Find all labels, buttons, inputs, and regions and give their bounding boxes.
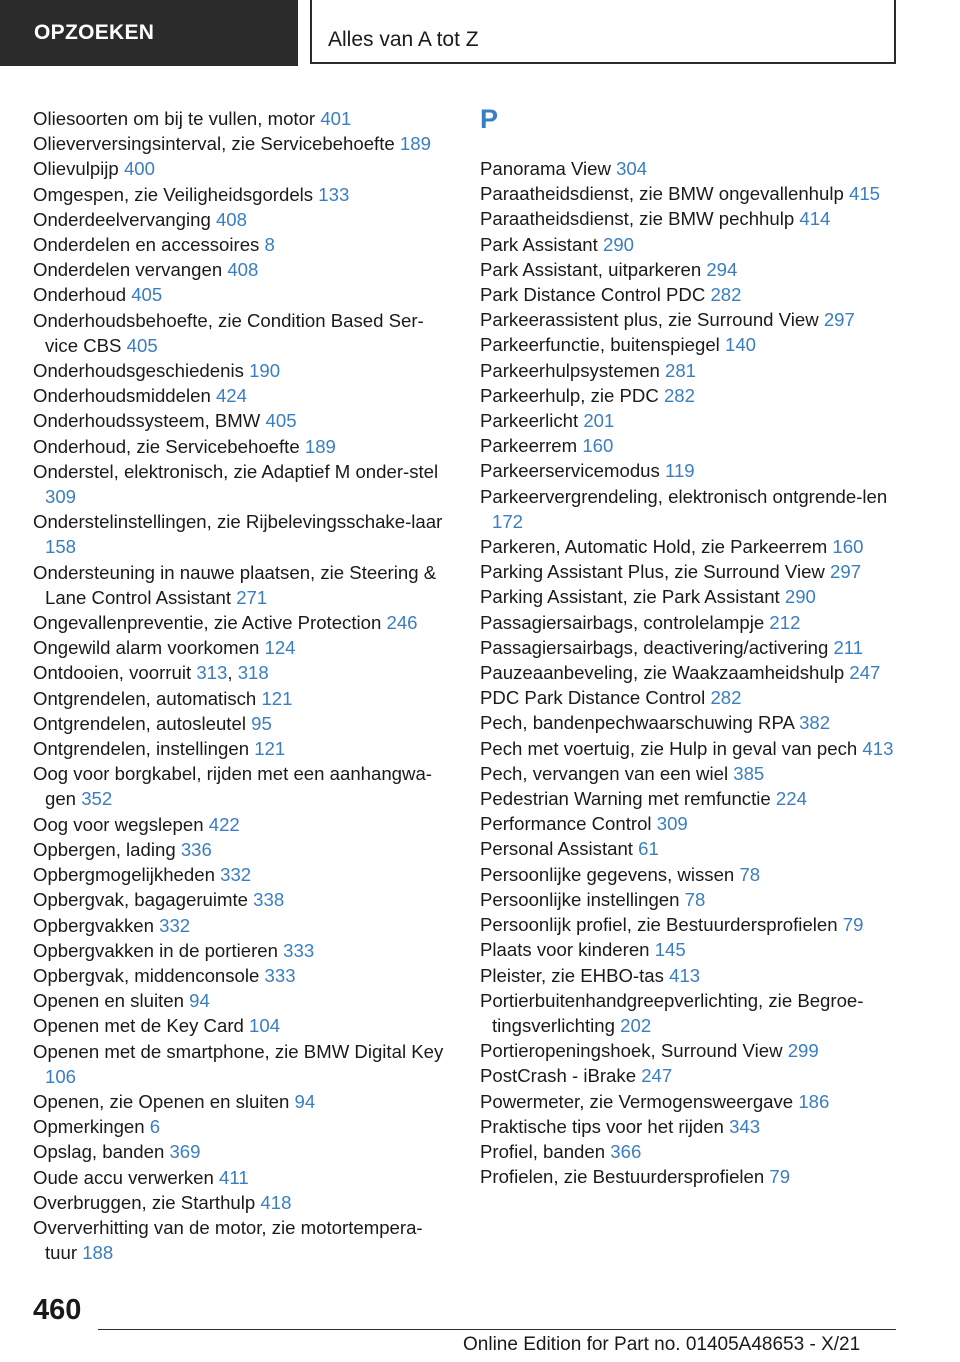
page-reference-link[interactable]: 282: [710, 687, 742, 709]
index-entry: [480, 232, 900, 257]
index-entry-term: Openen met de smartphone, zie BMW Digital Key: [33, 1040, 444, 1062]
index-entry: [480, 862, 900, 887]
page-reference-link[interactable]: 411: [219, 1166, 249, 1188]
page-reference-link[interactable]: 299: [787, 1040, 819, 1062]
index-entry: [33, 837, 453, 862]
page-reference-link[interactable]: 414: [799, 208, 831, 230]
index-entry-term: Park Assistant: [480, 233, 598, 255]
page-reference-link[interactable]: 352: [81, 788, 113, 810]
index-entry-term: Onderhoudsgeschiedenis: [33, 360, 244, 382]
index-entry: [33, 1215, 453, 1265]
page-reference-link[interactable]: 201: [583, 410, 615, 432]
index-entry: [33, 383, 453, 408]
index-entry: [33, 182, 453, 207]
index-entry: [480, 408, 900, 433]
index-entry: [480, 660, 900, 685]
page-reference-link[interactable]: 309: [45, 486, 77, 508]
index-entry-term: Onderdelen vervangen: [33, 259, 223, 281]
page-reference-link[interactable]: 408: [227, 259, 259, 281]
page-reference-link[interactable]: 290: [602, 233, 635, 255]
page-reference-link[interactable]: 188: [82, 1242, 114, 1264]
index-entry: [33, 1165, 453, 1190]
index-entry-term: Parkeerassistent plus, zie Surround View: [480, 309, 819, 331]
page-reference-link[interactable]: 400: [123, 158, 155, 180]
page-reference-link[interactable]: 106: [45, 1065, 77, 1087]
index-entry: [480, 156, 900, 181]
index-entry-term: Praktische tips voor het rijden: [480, 1115, 724, 1137]
index-letter-heading: P: [480, 104, 499, 134]
index-entry-term: Passagiersairbags, controlelampje: [480, 611, 765, 633]
page-reference-link[interactable]: 366: [610, 1140, 642, 1162]
index-entry-term: Opbergmogelijkheden: [33, 864, 215, 886]
page-reference-link[interactable]: 385: [733, 762, 765, 784]
page-reference-link[interactable]: 418: [260, 1191, 292, 1213]
page-reference-link[interactable]: 172: [492, 510, 524, 532]
page-reference-link[interactable]: 422: [208, 813, 240, 835]
page-reference-link[interactable]: 382: [799, 712, 831, 734]
index-entry: [480, 887, 900, 912]
index-entry: [480, 332, 900, 357]
page-reference-link[interactable]: 224: [775, 788, 807, 810]
index-entry: [480, 786, 900, 811]
page-reference-link[interactable]: 413: [669, 964, 701, 986]
page-reference-link[interactable]: 297: [830, 561, 862, 583]
index-entry: [33, 1039, 453, 1089]
page-reference-link[interactable]: 369: [169, 1141, 201, 1163]
index-entry: Ontdooien, voorruit 313, 318: [33, 662, 269, 684]
page-reference-link[interactable]: 8: [264, 234, 275, 256]
index-entry: [33, 308, 453, 358]
index-entry-term: Parkeerlicht: [480, 410, 579, 432]
page-header: [0, 0, 960, 66]
index-entry-term: Parkeerhulp, zie PDC: [480, 384, 659, 406]
index-entry: [33, 812, 453, 837]
page-reference-link[interactable]: 271: [236, 586, 268, 608]
page-reference-link[interactable]: 133: [318, 183, 350, 205]
page-reference-link[interactable]: 78: [739, 863, 761, 885]
index-entry-term: Passagiersairbags, deactivering/activering: [480, 636, 829, 658]
page-reference-link[interactable]: 202: [620, 1014, 652, 1036]
index-entry-term: Opmerkingen: [33, 1116, 145, 1138]
index-entry: [480, 358, 900, 383]
page-reference-link[interactable]: 333: [264, 964, 296, 986]
index-entry: [480, 1038, 900, 1063]
index-entry: [480, 1139, 900, 1164]
index-entry: [33, 131, 453, 156]
index-entry-term: Ontgrendelen, autosleutel: [33, 712, 246, 734]
page-reference-link[interactable]: 247: [849, 662, 881, 684]
index-entry-term: Overbruggen, zie Starthulp: [33, 1191, 256, 1213]
page-reference-link[interactable]: 95: [251, 712, 272, 734]
page-reference-link[interactable]: 413: [862, 737, 894, 759]
index-entry: [480, 257, 900, 282]
index-entry-term: Oude accu verwerken: [33, 1166, 214, 1188]
page-reference-link[interactable]: 343: [729, 1115, 761, 1137]
index-entry-term: Opbergvakken in de portieren: [33, 939, 278, 961]
page-reference-link[interactable]: 79: [842, 914, 864, 936]
page-reference-link[interactable]: 119: [664, 460, 695, 482]
index-entry: [480, 963, 900, 988]
index-entry-term: Olievulpijp: [33, 158, 119, 180]
index-entry-term: Pedestrian Warning met remfunctie: [480, 788, 771, 810]
index-entry-term: PostCrash - iBrake: [480, 1065, 637, 1087]
index-entry-term: Parking Assistant, zie Park Assistant: [480, 586, 780, 608]
index-entry: [33, 1139, 453, 1164]
index-entry-term: Oliesoorten om bij te vullen, motor: [33, 108, 316, 129]
index-column-right: [480, 106, 900, 1189]
index-entry: [480, 937, 900, 962]
index-entry: [480, 761, 900, 786]
index-entry: [33, 1114, 453, 1139]
index-entry-term: Pauzeaanbeveling, zie Waakzaamheidshulp: [480, 662, 845, 684]
index-entry-term: Parkeerfunctie, buitenspiegel: [480, 334, 720, 356]
index-entry-term: Portieropeningshoek, Surround View: [480, 1040, 783, 1062]
page-reference-link[interactable]: 212: [769, 611, 801, 633]
page-reference-link[interactable]: 158: [45, 536, 77, 558]
index-entry-term: Ondersteuning in nauwe plaatsen, zie Steering & Lane Control Assistant: [33, 561, 437, 608]
index-entry: [33, 509, 453, 559]
index-entry: [33, 610, 453, 635]
index-entry: [33, 560, 453, 610]
index-entry-term: Persoonlijke gegevens, wissen: [480, 863, 735, 885]
index-entry: [480, 484, 900, 534]
index-entry: [33, 913, 453, 938]
index-entry-term: Opslag, banden: [33, 1141, 165, 1163]
footer-edition: Online Edition for Part no. 01405A48653 - X/21: [463, 1334, 861, 1355]
index-entry-term: Ontgrendelen, instellingen: [33, 738, 250, 760]
index-entry-term: Onderdelen en accessoires: [33, 234, 260, 256]
page-reference-link[interactable]: 189: [304, 435, 336, 457]
page-reference-link[interactable]: 160: [582, 435, 614, 457]
index-entry: [33, 282, 453, 307]
index-entry: [33, 686, 453, 711]
page-reference-link[interactable]: 318: [237, 662, 269, 684]
page-reference-link[interactable]: 309: [656, 813, 688, 835]
index-entry-term: Pech, bandenpechwaarschuwing RPA: [480, 712, 794, 734]
index-entry-term: Park Assistant, uitparkeren: [480, 258, 702, 280]
index-entry: [33, 459, 453, 509]
index-entry-term: Panorama View: [480, 158, 611, 179]
index-entry-term: Onderhoudsmiddelen: [33, 385, 211, 407]
index-entry: [480, 206, 900, 231]
page-reference-link[interactable]: 333: [283, 939, 315, 961]
index-entry: [33, 1013, 453, 1038]
page-reference-link[interactable]: 145: [654, 939, 686, 961]
page-reference-link[interactable]: 247: [641, 1065, 673, 1087]
footer-divider: [98, 1329, 896, 1330]
index-entry-term: Opbergvakken: [33, 914, 154, 936]
index-entry-term: Openen en sluiten: [33, 990, 184, 1012]
index-entry: [480, 383, 900, 408]
index-entry-term: Onderhoudssysteem, BMW: [33, 410, 261, 432]
index-entry: [33, 988, 453, 1013]
page-reference-link[interactable]: 401: [320, 108, 352, 129]
page-reference-link[interactable]: 297: [823, 309, 855, 331]
index-entry-term: Portierbuitenhandgreepverlichting, zie Begroe‐tingsverlichting: [480, 989, 864, 1036]
index-entry-term: Onderhoud, zie Servicebehoefte: [33, 435, 300, 457]
page-reference-link[interactable]: 121: [254, 738, 286, 760]
index-entry-term: Ontgrendelen, automatisch: [33, 687, 257, 709]
index-entry-term: Pech met voertuig, zie Hulp in geval van pech: [480, 737, 858, 759]
page-reference-link[interactable]: 104: [249, 1015, 281, 1037]
index-entry-term: Openen, zie Openen en sluiten: [33, 1090, 290, 1112]
index-entry: [480, 559, 900, 584]
index-entry: [480, 635, 900, 660]
index-entry: [480, 685, 900, 710]
index-entry-term: Profiel, banden: [480, 1140, 606, 1162]
page-reference-link[interactable]: 282: [710, 284, 742, 306]
page-reference-link[interactable]: 140: [724, 334, 757, 356]
index-entry-term: Onderstel, elektronisch, zie Adaptief M onder‐stel: [33, 460, 439, 482]
page-reference-link[interactable]: 424: [215, 385, 247, 407]
index-entry: [480, 534, 900, 559]
index-entry: [480, 736, 900, 761]
index-entry: [480, 1114, 900, 1139]
index-entry: [33, 862, 453, 887]
page-number: 460: [33, 1294, 82, 1326]
section-tab: OPZOEKEN: [0, 0, 298, 66]
index-entry-term: Openen met de Key Card: [33, 1015, 244, 1037]
page-reference-link[interactable]: 405: [265, 410, 297, 432]
page-reference-link[interactable]: 336: [180, 838, 212, 860]
index-entry: [480, 610, 900, 635]
index-entry: [33, 156, 453, 181]
section-title: Alles van A tot Z: [310, 0, 896, 64]
index-entry-term: Onderdeelvervanging: [33, 208, 211, 230]
index-entry: [33, 434, 453, 459]
index-entry-term: Plaats voor kinderen: [480, 939, 650, 961]
index-entry-term: Paraatheidsdienst, zie BMW pechhulp: [480, 208, 795, 230]
page-reference-link[interactable]: 405: [131, 284, 163, 306]
index-entry-term: Opbergvak, middenconsole: [33, 964, 260, 986]
index-entry-term: Oververhitting van de motor, zie motortempera‐tuur: [33, 1216, 423, 1264]
index-entry: [33, 408, 453, 433]
index-entry-term: Parkeervergrendeling, elektronisch ontgrende‐len: [480, 485, 888, 507]
index-entry-term: Omgespen, zie Veiligheidsgordels: [33, 183, 314, 205]
page-reference-link[interactable]: 246: [386, 612, 418, 634]
index-entry-term: Parkeren, Automatic Hold, zie Parkeerrem: [480, 536, 828, 558]
index-entry: [33, 963, 453, 988]
index-entry: [480, 1164, 900, 1189]
page-reference-link[interactable]: 338: [253, 889, 285, 911]
page-reference-link[interactable]: 313: [196, 662, 228, 684]
index-entry-term: PDC Park Distance Control: [480, 687, 706, 709]
page-reference-link[interactable]: 408: [215, 208, 247, 230]
index-entry: [33, 938, 453, 963]
index-entry-term: Profielen, zie Bestuurdersprofielen: [480, 1166, 765, 1188]
index-entry: [480, 836, 900, 861]
page-reference-link[interactable]: 282: [663, 384, 695, 406]
page-reference-link[interactable]: 94: [294, 1090, 316, 1112]
index-list-right: [480, 156, 900, 1189]
index-entry: [480, 811, 900, 836]
index-entry-term: Oog voor borgkabel, rijden met een aanhangwa‐gen: [33, 763, 432, 810]
index-entry: [480, 710, 900, 735]
index-entry: [480, 584, 900, 609]
index-entry: [33, 257, 453, 282]
index-entry: [33, 207, 453, 232]
index-entry-term: Persoonlijk profiel, zie Bestuurdersprofielen: [480, 914, 838, 936]
index-entry: [33, 736, 453, 761]
index-entry: [480, 912, 900, 937]
index-entry-term: Ontdooien, voorruit: [33, 662, 192, 684]
index-entry: [33, 887, 453, 912]
index-entry: [480, 433, 900, 458]
index-entry-term: Parkeerrem: [480, 435, 578, 457]
index-entry: [480, 1063, 900, 1088]
page-reference-link[interactable]: 332: [159, 914, 191, 936]
index-entry-term: Ongewild alarm voorkomen: [33, 637, 260, 659]
page-reference-link[interactable]: 190: [249, 360, 281, 382]
index-entry: [33, 635, 453, 660]
index-entry-term: Ongevallenpreventie, zie Active Protection: [33, 612, 382, 634]
page-reference-link[interactable]: 294: [706, 258, 738, 280]
index-entry: [480, 988, 900, 1038]
page-reference-link[interactable]: 211: [833, 636, 864, 658]
page-reference-link[interactable]: 79: [769, 1166, 791, 1188]
page-reference-link[interactable]: 304: [616, 158, 648, 179]
index-entry-term: Oog voor wegslepen: [33, 813, 204, 835]
page-reference-link[interactable]: 160: [832, 536, 864, 558]
page-reference-link[interactable]: 189: [399, 133, 431, 155]
index-entry-term: Onderhoud: [33, 284, 127, 306]
index-entry-term: Paraatheidsdienst, zie BMW ongevallenhulp: [480, 183, 844, 205]
index-entry-term: Parking Assistant Plus, zie Surround View: [480, 561, 825, 583]
page-reference-link[interactable]: 415: [849, 183, 881, 205]
index-entry: [33, 1190, 453, 1215]
index-entry-term: Park Distance Control PDC: [480, 284, 706, 306]
index-entry: [480, 181, 900, 206]
index-entry: [33, 358, 453, 383]
index-entry-term: Parkeerhulpsystemen: [480, 359, 660, 381]
page-reference-link[interactable]: 121: [261, 687, 293, 709]
index-entry: [480, 282, 900, 307]
index-entry: [480, 307, 900, 332]
page-reference-link[interactable]: 281: [665, 359, 697, 381]
index-entry: [480, 458, 900, 483]
index-entry: [33, 232, 453, 257]
index-entry-term: Persoonlijke instellingen: [480, 888, 680, 910]
index-entry: [33, 711, 453, 736]
page-reference-link[interactable]: 332: [220, 864, 252, 886]
page-reference-link[interactable]: 94: [189, 990, 210, 1012]
index-entry-term: Pech, vervangen van een wiel: [480, 762, 729, 784]
index-entry: [33, 761, 453, 811]
page-reference-link[interactable]: 61: [638, 838, 659, 860]
index-entry: [33, 106, 453, 131]
index-entry-term: Opbergen, lading: [33, 838, 176, 860]
index-entry-term: Olieverversingsinterval, zie Servicebehoefte: [33, 133, 395, 155]
index-entry-term: Powermeter, zie Vermogensweergave: [480, 1090, 794, 1112]
index-entry-term: Onderstelinstellingen, zie Rijbelevingsschake‐laar: [33, 511, 443, 533]
index-entry: [480, 1089, 900, 1114]
index-entry-term: Opbergvak, bagageruimte: [33, 889, 248, 911]
index-entry: [33, 1089, 453, 1114]
page-reference-link[interactable]: 186: [798, 1090, 830, 1112]
index-entry-term: Pleister, zie EHBO-tas: [480, 964, 664, 986]
index-entry-term: Onderhoudsbehoefte, zie Condition Based Ser‐vice CBS: [33, 309, 424, 356]
index-entry-term: Personal Assistant: [480, 838, 633, 860]
page-reference-link[interactable]: 290: [784, 586, 816, 608]
index-entry-term: Performance Control: [480, 813, 652, 835]
page-reference-link[interactable]: 124: [264, 637, 296, 659]
page-reference-link[interactable]: 6: [149, 1116, 161, 1138]
index-column-left: [33, 106, 453, 1265]
index-entry-term: Parkeerservicemodus: [480, 460, 660, 482]
page-reference-link[interactable]: 78: [684, 888, 706, 910]
page-reference-link[interactable]: 405: [126, 334, 158, 356]
